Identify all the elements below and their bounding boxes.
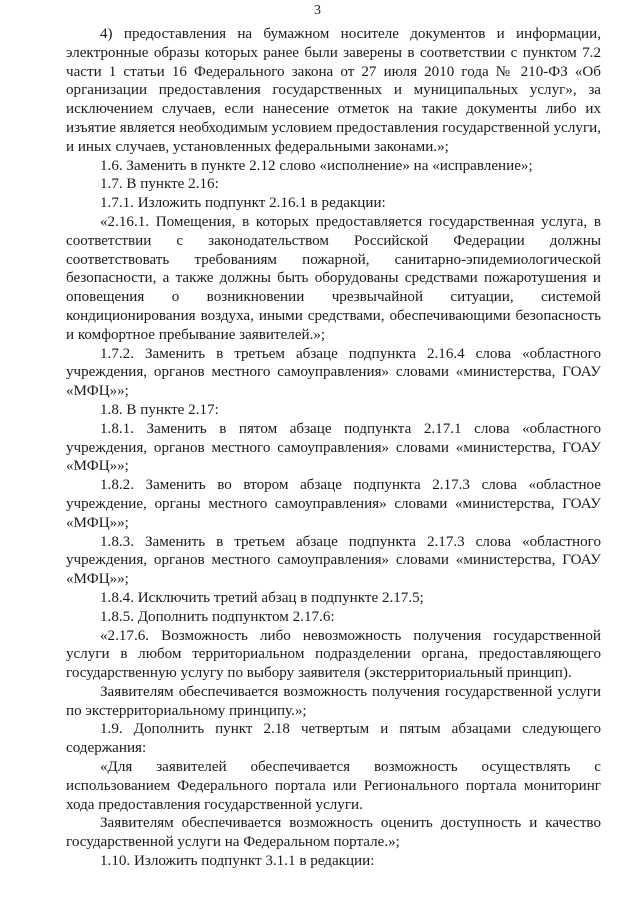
paragraph-1-7-2: 1.7.2. Заменить в третьем абзаце подпункта 2.16.4 слова «областного учреждения, органов местного самоуправления» словами «министерства, ГОАУ «МФЦ»»; bbox=[66, 345, 601, 400]
paragraph-1-8-2: 1.8.2. Заменить во втором абзаце подпункта 2.17.3 слова «областное учреждение, органы местного самоуправления» словами «министерства, ГОАУ «МФЦ»»; bbox=[66, 477, 601, 531]
paragraph-extraterritorial: Заявителям обеспечивается возможность получения государственной услуги по экстерриториальному принципу.»; bbox=[66, 683, 601, 719]
paragraph-1-8-5: 1.8.5. Дополнить подпунктом 2.17.6: bbox=[100, 608, 335, 625]
paragraph-monitoring: «Для заявителей обеспечивается возможность осуществлять с использованием Федерального портала или Регионального портала мониторинг хода предоставления государственной услуги. bbox=[66, 759, 601, 813]
paragraph-1-7-1: 1.7.1. Изложить подпункт 2.16.1 в редакции: bbox=[100, 195, 386, 212]
paragraph-1-6: 1.6. Заменить в пункте 2.12 слово «исполнение» на «исправление»; bbox=[100, 157, 533, 174]
paragraph-1-8: 1.8. В пункте 2.17: bbox=[100, 401, 219, 418]
paragraph-2-16-1-text: «2.16.1. Помещения, в которых предоставляется государственная услуга, в соответствии с законодательством Российской Федерации должны соответствовать требованиям пожарной, санитарно-эпидемиологической безопасности, а также должны быть оборудованы средствами пожаротушения и оповещения о возникновении чрезвычайной ситуации, системой кондиционирования воздуха, иными средствами, обеспечивающими безопасность и комфортное пребывание заявителей.»; bbox=[66, 213, 601, 343]
paragraph-quality-rating: Заявителям обеспечивается возможность оценить доступность и качество государственной услуги на Федеральном портале.»; bbox=[66, 815, 601, 851]
paragraph-1-8-1: 1.8.1. Заменить в пятом абзаце подпункта 2.17.1 слова «областного учреждения, органов местного самоуправления» словами «министерства, ГОАУ «МФЦ»»; bbox=[66, 420, 601, 475]
paragraph-1-9: 1.9. Дополнить пункт 2.18 четвертым и пятым абзацами следующего содержания: bbox=[66, 721, 601, 757]
paragraph-1-8-4: 1.8.4. Исключить третий абзац в подпункте 2.17.5; bbox=[100, 589, 424, 606]
paragraph-1-8-3: 1.8.3. Заменить в третьем абзаце подпункта 2.17.3 слова «областного учреждения, органов местного самоуправления» словами «министерства, ГОАУ «МФЦ»»; bbox=[66, 533, 601, 588]
paragraph-1-10: 1.10. Изложить подпункт 3.1.1 в редакции: bbox=[100, 853, 375, 870]
page-number: 3 bbox=[314, 3, 321, 18]
paragraph-1-7: 1.7. В пункте 2.16: bbox=[100, 176, 219, 193]
paragraph-2-17-6-text: «2.17.6. Возможность либо невозможность получения государственной услуги в любом территориальном подразделении органа, предоставляющего государственную услугу по выбору заявителя (экстерриториальный принцип). bbox=[66, 627, 601, 682]
document-body bbox=[66, 25, 601, 871]
paragraph-item-4: 4) предоставления на бумажном носителе документов и информации, электронные образы которых ранее были заверены в соответствии с пунктом 7.2 части 1 статьи 16 Федерального закона от 27 июля 2010 года № 210-ФЗ «Об организации предоставления государственных и муниципальных услуг», за исключением случаев, если нанесение отметок на такие документы либо их изъятие является необходимым условием предоставления государственной услуги, и иных случаев, установленных федеральными законами.»; bbox=[66, 26, 601, 155]
